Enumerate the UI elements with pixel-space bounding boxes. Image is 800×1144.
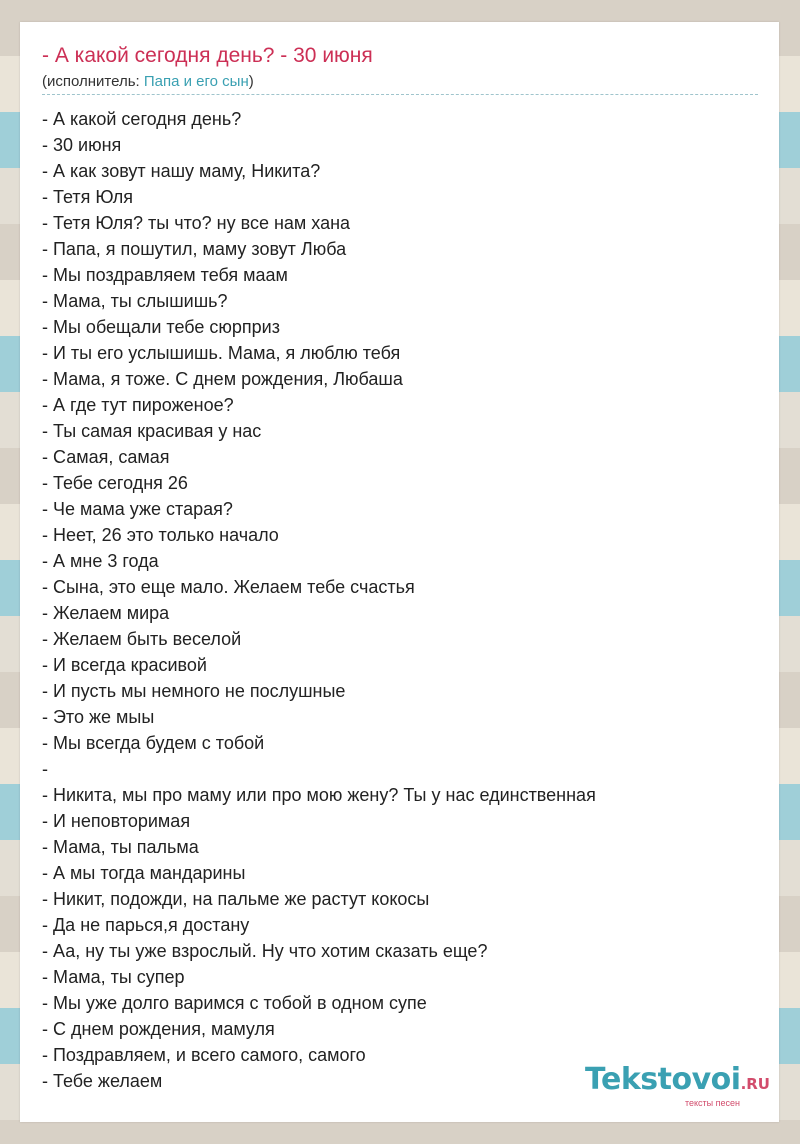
lyric-line: - Мама, ты супер: [42, 967, 185, 987]
lyric-line: - Тебе желаем: [42, 1071, 163, 1091]
lyric-line: - Тетя Юля? ты что? ну все нам хана: [42, 213, 351, 233]
lyric-line: - А как зовут нашу маму, Никита?: [42, 161, 321, 181]
lyric-line: - Желаем мира: [42, 603, 170, 623]
lyric-line: - Да не парься,я достану: [42, 915, 250, 935]
lyric-line: - И ты его услышишь. Мама, я люблю тебя: [42, 343, 401, 363]
lyric-line: - И пусть мы немного не послушные: [42, 681, 346, 701]
lyric-line: - Мама, ты пальма: [42, 837, 199, 857]
performer-line: [42, 73, 254, 90]
lyric-line: - Мы поздравляем тебя маам: [42, 265, 288, 285]
lyric-line: - Это же мыы: [42, 707, 155, 727]
lyric-line: - А мне 3 года: [42, 551, 159, 571]
lyric-line: - Мы уже долго варимся с тобой в одном супе: [42, 993, 427, 1013]
lyric-line: - А какой сегодня день?: [42, 109, 242, 129]
lyric-line: - А мы тогда мандарины: [42, 863, 246, 883]
lyric-line: - Тетя Юля: [42, 187, 134, 207]
lyric-line: - Неет, 26 это только начало: [42, 525, 279, 545]
lyric-line: - Аа, ну ты уже взрослый. Ну что хотим сказать еще?: [42, 941, 488, 961]
logo-wordmark: [585, 1062, 770, 1099]
lyric-line: - Мы обещали тебе сюрприз: [42, 317, 280, 337]
lyric-line: - Че мама уже старая?: [42, 499, 233, 519]
logo-tld: .RU: [740, 1075, 770, 1093]
lyric-line: - Мама, ты слышишь?: [42, 291, 228, 311]
song-title: - А какой сегодня день? - 30 июня: [42, 44, 373, 67]
lyric-line: - А где тут пироженое?: [42, 395, 234, 415]
lyric-line: - Самая, самая: [42, 447, 170, 467]
lyric-line: - Ты самая красивая у нас: [42, 421, 262, 441]
dashed-divider: [42, 94, 758, 95]
lyric-line: - 30 июня: [42, 135, 122, 155]
lyric-line: - Никит, подожди, на пальме же растут кокосы: [42, 889, 430, 909]
performer-suffix: ): [248, 73, 254, 90]
lyric-line: - Сына, это еще мало. Желаем тебе счастья: [42, 577, 415, 597]
lyric-line: - Мама, я тоже. С днем рождения, Любаша: [42, 369, 403, 389]
tekstovoi-logo[interactable]: [585, 1062, 770, 1108]
lyric-line: - С днем рождения, мамуля: [42, 1019, 275, 1039]
lyric-line: - Папа, я пошутил, маму зовут Люба: [42, 239, 347, 259]
logo-tagline: тексты песен: [684, 1098, 740, 1108]
lyric-line: - Желаем быть веселой: [42, 629, 242, 649]
logo-name: Tekstovoi: [585, 1062, 741, 1097]
lyric-line: - И неповторимая: [42, 811, 191, 831]
lyric-line: - Мы всегда будем с тобой: [42, 733, 265, 753]
lyric-line: -: [42, 759, 48, 779]
performer-link[interactable]: Папа и его сын: [143, 73, 249, 90]
lyric-line: - И всегда красивой: [42, 655, 207, 675]
lyric-line: - Поздравляем, и всего самого, самого: [42, 1045, 366, 1065]
lyrics-card: [20, 22, 779, 1122]
performer-prefix: (исполнитель:: [42, 73, 144, 90]
lyric-line: - Никита, мы про маму или про мою жену? Ты у нас единственная: [42, 785, 596, 805]
lyric-line: - Тебе сегодня 26: [42, 473, 188, 493]
lyrics-list: [42, 106, 596, 1094]
